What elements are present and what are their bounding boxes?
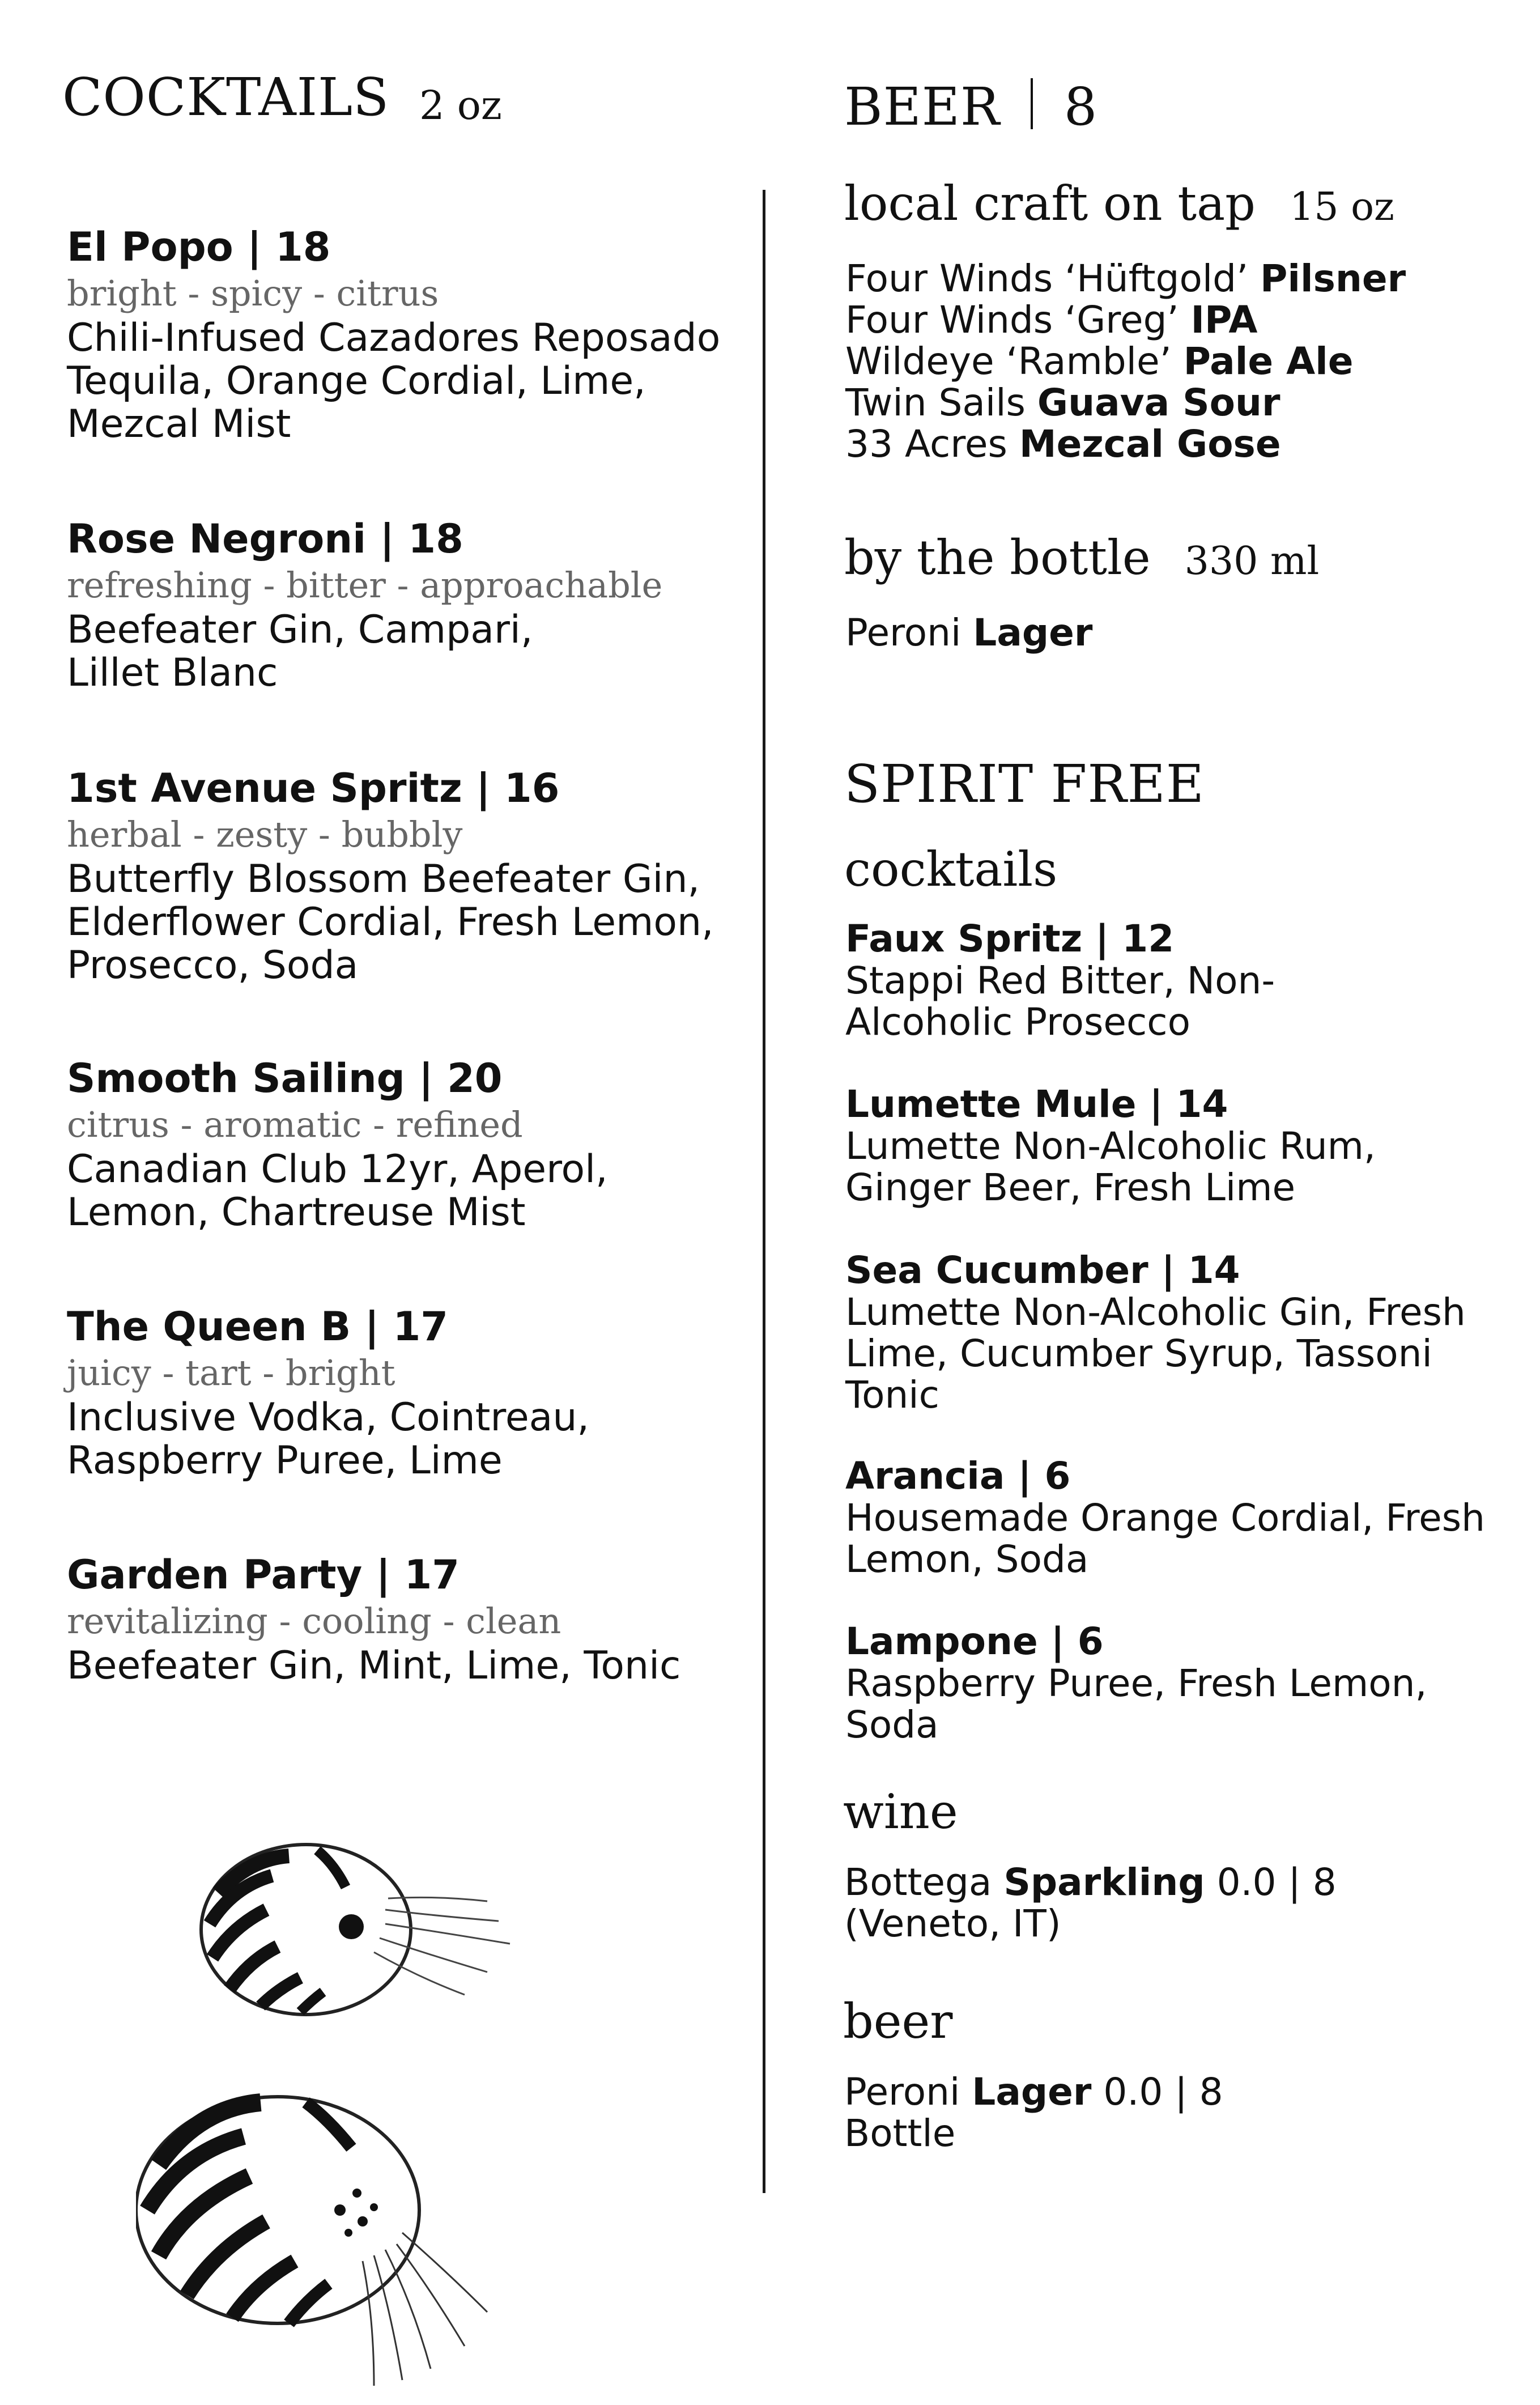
beer-brand: Four Winds ‘Hüftgold’ — [845, 257, 1249, 300]
drink-description: Raspberry Puree, Fresh Lemon, Soda — [845, 1662, 1427, 1747]
wine-origin: (Veneto, IT) — [844, 1902, 1061, 1945]
spirit-free-beer-item — [844, 2071, 1223, 2154]
drink-description: Butterfly Blossom Beefeater Gin, Elderflower Cordial, Fresh Lemon, Prosecco, Soda — [67, 857, 714, 988]
list-item — [845, 612, 1092, 653]
beer-brand: Twin Sails — [845, 381, 1026, 424]
tap-heading — [844, 176, 1394, 231]
beer-style: Pilsner — [1260, 257, 1406, 300]
drink-name: Sea Cucumber | 14 — [845, 1248, 1240, 1292]
title-separator — [1031, 78, 1033, 129]
cocktail-item — [67, 1303, 735, 1482]
beer-price: 8 — [1063, 77, 1098, 137]
beer-brand: 33 Acres — [845, 422, 1007, 466]
drink-description: Lumette Non-Alcoholic Rum, Ginger Beer, Fresh Lime — [845, 1124, 1376, 1209]
drink-name: 1st Avenue Spritz | 16 — [67, 765, 560, 811]
spirit-free-item — [845, 918, 1491, 1043]
drink-name: The Queen B | 17 — [67, 1303, 448, 1350]
tap-list — [845, 258, 1406, 465]
nautilus-shells-illustration — [136, 1825, 589, 2391]
beer-title — [844, 77, 1097, 137]
beer-style: Lager — [973, 611, 1093, 655]
drink-description: Housemade Orange Cordial, Fresh Lemon, Soda — [845, 1496, 1485, 1581]
na-beer-line — [844, 2071, 1223, 2113]
beer-brand: Peroni — [845, 611, 962, 655]
cocktails-title: COCKTAILS — [62, 67, 390, 128]
drink-name: Rose Negroni | 18 — [67, 516, 463, 562]
spirit-free-item — [845, 1083, 1491, 1208]
column-divider — [763, 190, 765, 2193]
bottle-list — [845, 612, 1092, 653]
beer-brand: Wildeye ‘Ramble’ — [845, 339, 1172, 383]
drink-tags: herbal - zesty - bubbly — [67, 814, 463, 855]
spirit-free-wine-heading: wine — [843, 1784, 958, 1839]
drink-name: Lumette Mule | 14 — [845, 1082, 1228, 1126]
drink-description: Beefeater Gin, Mint, Lime, Tonic — [67, 1643, 681, 1688]
spirit-free-wine-item — [844, 1862, 1337, 1944]
drink-tags: citrus - aromatic - refined — [67, 1104, 523, 1145]
beer-style: Guava Sour — [1037, 381, 1281, 424]
na-beer-brand: Peroni — [844, 2070, 960, 2114]
cocktail-item — [67, 516, 735, 695]
spirit-free-item — [845, 1621, 1491, 1745]
drink-description: Inclusive Vodka, Cointreau, Raspberry Puree, Lime — [67, 1395, 590, 1483]
cocktail-item — [67, 1055, 735, 1234]
bottle-heading-text: by the bottle — [844, 530, 1151, 585]
tap-size: 15 oz — [1289, 185, 1394, 230]
drink-tags: bright - spicy - citrus — [67, 273, 439, 314]
spirit-free-item — [845, 1250, 1491, 1416]
drink-description: Lumette Non-Alcoholic Gin, Fresh Lime, Cucumber Syrup, Tassoni Tonic — [845, 1290, 1466, 1417]
drink-description: Chili-Infused Cazadores Reposado Tequila, Orange Cordial, Lime, Mezcal Mist — [67, 316, 721, 447]
drink-name: Arancia | 6 — [845, 1454, 1071, 1498]
drink-name: Faux Spritz | 12 — [845, 917, 1175, 961]
list-item — [845, 258, 1406, 299]
nautilus-shell-large — [136, 2097, 487, 2386]
beer-brand: Four Winds ‘Greg’ — [845, 298, 1179, 342]
cocktails-pour-size: 2 oz — [419, 82, 502, 129]
drink-name: Garden Party | 17 — [67, 1552, 460, 1598]
cocktail-item — [67, 1552, 735, 1688]
beer-style: Pale Ale — [1183, 339, 1354, 383]
bottle-heading — [844, 530, 1319, 585]
wine-brand: Bottega — [844, 1860, 992, 1904]
nautilus-shell-small — [201, 1845, 510, 2015]
na-beer-format: Bottle — [844, 2111, 956, 2155]
spirit-free-title: SPIRIT FREE — [844, 754, 1205, 814]
spirit-free-beer-heading: beer — [843, 1994, 953, 2049]
drink-name: Smooth Sailing | 20 — [67, 1055, 503, 1102]
beer-title-text: BEER — [844, 77, 1001, 137]
drink-description: Stappi Red Bitter, Non-Alcoholic Prosecco — [845, 959, 1275, 1044]
spirit-free-cocktails-heading: cocktails — [844, 842, 1058, 897]
drink-description: Beefeater Gin, Campari, Lillet Blanc — [67, 607, 533, 695]
na-beer-detail: 0.0 | 8 — [1103, 2070, 1223, 2114]
drink-tags: refreshing - bitter - approachable — [67, 564, 663, 606]
drink-description: Canadian Club 12yr, Aperol, Lemon, Chartreuse Mist — [67, 1147, 608, 1235]
list-item — [845, 423, 1406, 465]
drink-tags: revitalizing - cooling - clean — [67, 1600, 561, 1642]
wine-style: Sparkling — [1003, 1860, 1205, 1904]
cocktail-item — [67, 224, 735, 446]
bottle-size: 330 ml — [1184, 539, 1320, 584]
wine-detail: 0.0 | 8 — [1216, 1860, 1337, 1904]
spirit-free-item — [845, 1455, 1491, 1580]
drink-name: Lampone | 6 — [845, 1620, 1104, 1663]
list-item — [845, 382, 1406, 423]
drink-name: El Popo | 18 — [67, 224, 331, 270]
beer-style: IPA — [1190, 298, 1258, 342]
beer-style: Mezcal Gose — [1019, 422, 1281, 466]
cocktail-item — [67, 765, 735, 987]
wine-line — [844, 1862, 1337, 1903]
drink-tags: juicy - tart - bright — [67, 1352, 395, 1393]
list-item — [845, 341, 1406, 382]
na-beer-style: Lager — [972, 2070, 1092, 2114]
tap-heading-text: local craft on tap — [844, 176, 1256, 231]
list-item — [845, 299, 1406, 341]
